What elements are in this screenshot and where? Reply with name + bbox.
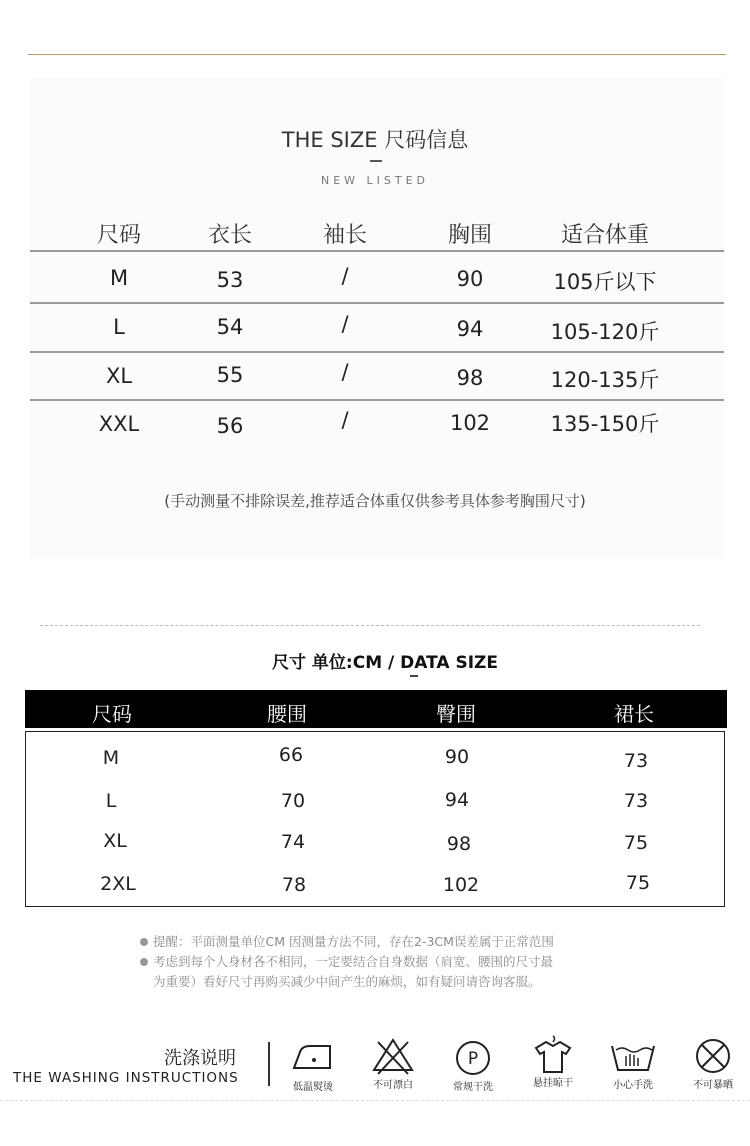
bullet-icon	[140, 938, 148, 946]
t1-row3-weight: 120-135斤	[550, 368, 660, 392]
t2-row2-waist: 70	[280, 790, 306, 812]
bullet-icon	[140, 958, 148, 966]
bottom-divider	[0, 1100, 750, 1101]
t1-row3-chest: 98	[456, 366, 484, 390]
washing-divider	[268, 1042, 270, 1086]
t1-row3-length: 55	[216, 363, 244, 387]
t1-row4-sleeve: /	[341, 408, 349, 432]
t1-row4-size: XXL	[98, 412, 140, 436]
no-bleach-icon: 不可漂白	[363, 1036, 423, 1096]
no-sun-icon: 不可暴晒	[683, 1036, 743, 1096]
size-table-1-subtitle: NEW LISTED	[320, 174, 430, 187]
t1-row4-weight: 135-150斤	[550, 412, 660, 436]
dry-clean-p-icon: P 常规干洗	[443, 1038, 503, 1098]
t2-row3-hip: 98	[446, 833, 472, 855]
top-divider	[28, 54, 726, 55]
t1-row1-weight: 105斤以下	[553, 270, 657, 294]
section-divider	[40, 625, 700, 626]
t2-header-hip: 臀围	[436, 702, 476, 726]
title-dash	[410, 675, 418, 677]
t1-row4-length: 56	[216, 414, 244, 438]
t1-header-length: 衣长	[207, 223, 252, 248]
t1-row-line	[30, 302, 724, 304]
iron-low-icon: 低温熨烫	[283, 1038, 343, 1098]
t1-row1-chest: 90	[456, 267, 484, 291]
t2-row1-skirt: 73	[623, 750, 649, 772]
t1-row2-size: L	[113, 315, 125, 339]
t2-row4-skirt: 75	[625, 872, 651, 894]
note-line-2: 考虑到每个人身材各不相同，一定要结合自身数据（肩宽、腰围的尺寸最	[140, 952, 660, 972]
t1-header-line	[30, 250, 724, 252]
t2-row1-size: M	[102, 747, 120, 769]
t2-row1-waist: 66	[278, 744, 304, 766]
t1-row1-length: 53	[216, 268, 244, 292]
t2-header-skirt-length: 裙长	[614, 702, 654, 726]
t1-row2-weight: 105-120斤	[550, 320, 660, 344]
t1-header-weight: 适合体重	[560, 223, 649, 248]
hang-dry-icon: 悬挂晾干	[523, 1034, 583, 1094]
t1-header-size: 尺码	[96, 223, 141, 248]
t2-row2-size: L	[105, 790, 117, 812]
t2-row3-skirt: 75	[623, 832, 649, 854]
t2-row4-hip: 102	[442, 874, 480, 896]
svg-text:P: P	[467, 1049, 479, 1069]
size-table-1-title: THE SIZE 尺码信息	[281, 128, 469, 152]
t1-row-line	[30, 351, 724, 353]
hand-wash-icon: 小心手洗	[603, 1036, 663, 1096]
t1-row3-size: XL	[105, 364, 133, 388]
t2-row4-waist: 78	[281, 874, 307, 896]
t1-row2-sleeve: /	[341, 312, 349, 336]
t2-row4-size: 2XL	[100, 873, 136, 895]
note-line-3: 为重要）看好尺寸再购买减少中间产生的麻烦，如有疑问请咨询客服。	[153, 974, 541, 989]
t2-header-size: 尺码	[92, 702, 132, 726]
note-line-1: 提醒：平面测量单位CM 因测量方法不同，存在2-3CM误差属于正常范围	[140, 932, 660, 952]
t2-header-waist: 腰围	[267, 702, 307, 726]
size-table-2-title: 尺寸 单位:CM / DATA SIZE	[272, 653, 498, 673]
t1-row3-sleeve: /	[341, 360, 349, 384]
t1-row1-size: M	[109, 266, 129, 290]
title-dash	[370, 160, 382, 162]
t1-row4-chest: 102	[449, 411, 491, 435]
t1-row2-length: 54	[216, 315, 244, 339]
t2-row3-size: XL	[103, 830, 127, 852]
t2-row3-waist: 74	[280, 831, 306, 853]
t2-row2-hip: 94	[444, 789, 470, 811]
t1-row2-chest: 94	[456, 317, 484, 341]
t1-header-chest: 胸围	[447, 223, 492, 248]
size-table-1-note: (手动测量不排除误差,推荐适合体重仅供参考具体参考胸围尺寸)	[164, 492, 586, 510]
t2-row1-hip: 90	[444, 746, 470, 768]
t1-header-sleeve: 袖长	[322, 223, 367, 248]
t2-row2-skirt: 73	[623, 790, 649, 812]
t1-row1-sleeve: /	[341, 264, 349, 288]
washing-title-cn: 洗涤说明	[164, 1048, 236, 1069]
washing-title-en: THE WASHING INSTRUCTIONS	[13, 1070, 239, 1086]
t1-row-line	[30, 399, 724, 401]
